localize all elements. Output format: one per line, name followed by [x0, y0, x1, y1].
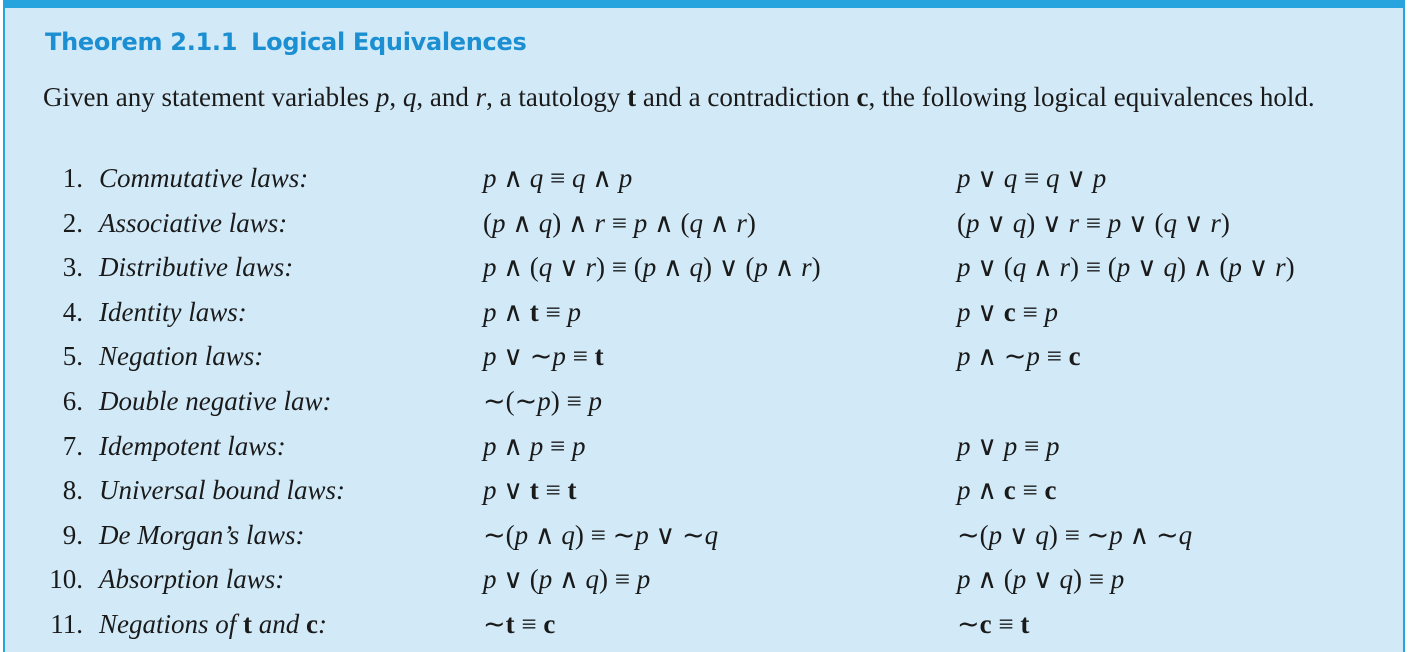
- intro-var-p: p: [375, 82, 390, 112]
- intro-text: Given any statement variables: [43, 82, 376, 112]
- law-row: [5, 604, 1405, 644]
- law-number: 2.: [62, 207, 83, 238]
- law-name: Identity laws:: [99, 296, 247, 327]
- law-equivalence-2: p ∨ c ≡ p: [957, 296, 1058, 327]
- law-equivalence-1: p ∧ (q ∨ r) ≡ (p ∧ q) ∨ (p ∧ r): [483, 252, 821, 283]
- law-row: [5, 470, 1405, 510]
- intro-contradiction: c: [856, 82, 869, 112]
- law-name: Associative laws:: [99, 207, 288, 238]
- law-row: [5, 336, 1405, 376]
- law-equivalence-1: p ∧ q ≡ q ∧ p: [483, 163, 633, 193]
- law-name: Negations of t and c:: [99, 609, 328, 639]
- law-equivalence-2: p ∧ (p ∨ q) ≡ p: [957, 564, 1125, 595]
- law-name: Idempotent laws:: [99, 430, 286, 461]
- intro-text: and a contradiction: [636, 82, 857, 112]
- theorem-name: Logical Equivalences: [251, 28, 527, 56]
- law-number: 1.: [62, 163, 83, 193]
- law-row: [5, 247, 1405, 287]
- law-equivalence-1: ∼(p ∧ q) ≡ ∼p ∨ ∼q: [483, 519, 719, 550]
- law-equivalence-2: p ∧ c ≡ c: [957, 475, 1057, 506]
- law-number: 5.: [62, 341, 83, 372]
- theorem-title: [45, 28, 526, 56]
- intro-sep: ,: [389, 82, 403, 112]
- law-equivalence-2: p ∧ ∼p ≡ c: [957, 341, 1081, 372]
- law-equivalence-2: ∼c ≡ t: [957, 609, 1030, 639]
- law-number: 6.: [62, 386, 83, 416]
- law-row: [5, 559, 1405, 599]
- law-equivalence-2: (p ∨ q) ∨ r ≡ p ∨ (q ∨ r): [957, 207, 1230, 238]
- law-number: 3.: [62, 252, 83, 283]
- law-number: 10.: [49, 564, 83, 595]
- intro-var-q: q: [402, 82, 417, 112]
- law-equivalence-1: ∼(∼p) ≡ p: [483, 386, 602, 416]
- intro-text: , the following logical equivalences hold.: [868, 82, 1315, 112]
- theorem-statement: [43, 78, 1393, 116]
- intro-sep: , and: [416, 82, 476, 112]
- intro-text: , a tautology: [486, 82, 628, 112]
- law-number: 8.: [62, 475, 83, 506]
- law-equivalence-2: p ∨ (q ∧ r) ≡ (p ∨ q) ∧ (p ∨ r): [957, 252, 1295, 283]
- law-equivalence-1: (p ∧ q) ∧ r ≡ p ∧ (q ∧ r): [483, 207, 756, 238]
- law-number: 9.: [62, 519, 83, 550]
- law-name: De Morgan’s laws:: [99, 519, 305, 550]
- law-name: Universal bound laws:: [99, 475, 346, 506]
- law-equivalence-1: p ∨ (p ∧ q) ≡ p: [483, 564, 651, 595]
- law-row: [5, 203, 1405, 243]
- law-row: [5, 515, 1405, 555]
- law-name: Commutative laws:: [99, 163, 309, 193]
- law-name: Distributive laws:: [99, 252, 294, 283]
- law-row: [5, 158, 1405, 198]
- theorem-box: [3, 0, 1405, 652]
- law-name: Absorption laws:: [99, 564, 285, 595]
- law-row: [5, 292, 1405, 332]
- theorem-number: Theorem 2.1.1: [45, 28, 238, 56]
- law-number: 7.: [62, 430, 83, 461]
- law-equivalence-2: p ∨ q ≡ q ∨ p: [957, 163, 1107, 193]
- law-equivalence-1: p ∧ p ≡ p: [483, 430, 586, 461]
- law-equivalence-1: p ∨ t ≡ t: [483, 475, 577, 506]
- law-row: [5, 426, 1405, 466]
- law-equivalence-1: ∼t ≡ c: [483, 609, 556, 639]
- intro-var-r: r: [475, 82, 487, 112]
- intro-tautology: t: [627, 82, 637, 112]
- law-equivalence-2: ∼(p ∨ q) ≡ ∼p ∧ ∼q: [957, 519, 1193, 550]
- law-equivalence-1: p ∨ ∼p ≡ t: [483, 341, 604, 372]
- law-number: 4.: [62, 296, 83, 327]
- law-row: [5, 381, 1405, 421]
- law-number: 11.: [50, 609, 83, 639]
- law-equivalence-2: p ∨ p ≡ p: [957, 430, 1060, 461]
- law-equivalence-1: p ∧ t ≡ p: [483, 296, 581, 327]
- law-name: Negation laws:: [99, 341, 264, 372]
- law-name: Double negative law:: [99, 386, 332, 416]
